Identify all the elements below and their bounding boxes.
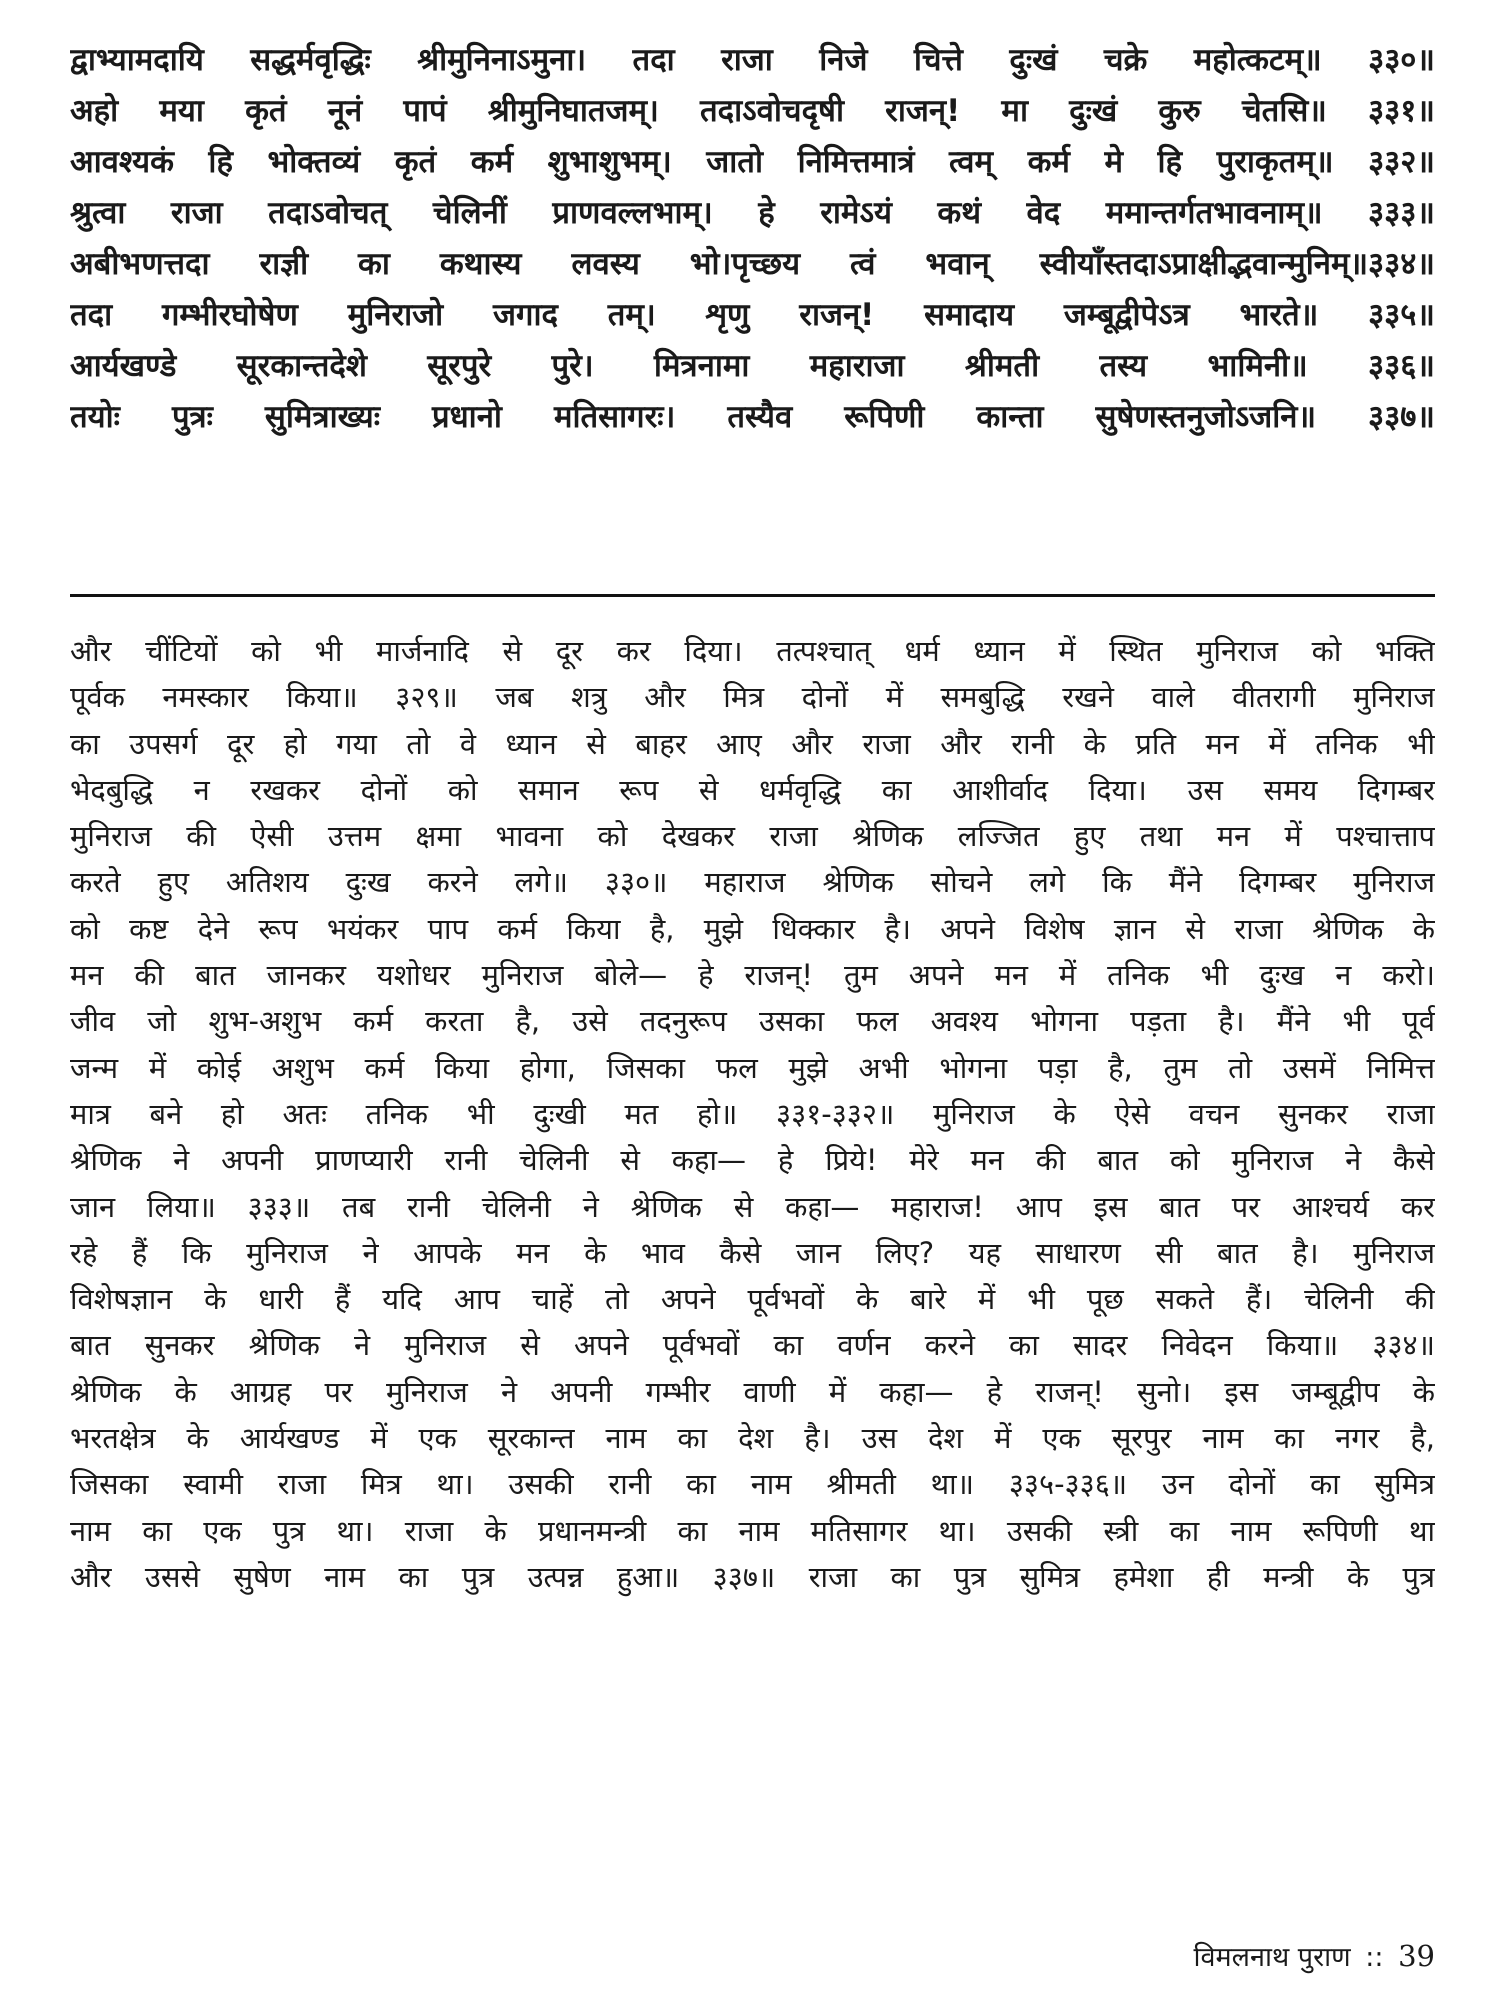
verse-line: द्वाभ्यामदायि सद्धर्मवृद्धिः श्रीमुनिनाऽमुना। तदा राजा निजे चित्ते दुःखं चक्रे महोत्कटम्॥ ३३०॥ [70, 42, 1435, 78]
translation-line: विशेषज्ञान के धारी हैं यदि आप चाहें तो अपने पूर्वभवों के बारे में भी पूछ सकते हैं। चेलिनी की [70, 1282, 1435, 1317]
translation-line: भरतक्षेत्र के आर्यखण्ड में एक सूरकान्त नाम का देश है। उस देश में एक सूरपुर नाम का नगर है, [70, 1421, 1435, 1456]
book-title: विमलनाथ पुराण [1193, 1942, 1351, 1973]
translation-line: का उपसर्ग दूर हो गया तो वे ध्यान से बाहर आए और राजा और रानी के प्रति मन में तनिक भी [70, 726, 1435, 761]
verse-line: आवश्यकं हि भोक्तव्यं कृतं कर्म शुभाशुभम्। जातो निमित्तमात्रं त्वम् कर्म मे हि पुराकृतम्॥ ३३२॥ [70, 144, 1435, 180]
page-footer [1194, 1938, 1435, 1976]
translation-line: भेदबुद्धि न रखकर दोनों को समान रूप से धर्मवृद्धि का आशीर्वाद दिया। उस समय दिगम्बर [70, 772, 1435, 807]
verse-line: श्रुत्वा राजा तदाऽवोचत् चेलिनीं प्राणवल्लभाम्। हे रामेऽयं कथं वेद ममान्तर्गतभावनाम्॥ ३३३॥ [70, 195, 1435, 231]
translation-line: जीव जो शुभ-अशुभ कर्म करता है, उसे तदनुरूप उसका फल अवश्य भोगना पड़ता है। मैंने भी पूर्व [70, 1004, 1435, 1039]
page-number: 39 [1398, 1939, 1435, 1973]
translation-line: को कष्ट देने रूप भयंकर पाप कर्म किया है, मुझे धिक्कार है। अपने विशेष ज्ञान से राजा श्रेणिक के [70, 911, 1435, 946]
translation-line: जिसका स्वामी राजा मित्र था। उसकी रानी का नाम श्रीमती था॥ ३३५-३३६॥ उन दोनों का सुमित्र [70, 1467, 1435, 1502]
translation-line: रहे हैं कि मुनिराज ने आपके मन के भाव कैसे जान लिए? यह साधारण सी बात है। मुनिराज [70, 1235, 1435, 1270]
translation-line: श्रेणिक के आग्रह पर मुनिराज ने अपनी गम्भीर वाणी में कहा— हे राजन्! सुनो। इस जम्बूद्वीप के [70, 1374, 1435, 1409]
translation-line: जन्म में कोई अशुभ कर्म किया होगा, जिसका फल मुझे अभी भोगना पड़ा है, तुम तो उसमें निमित्त [70, 1050, 1435, 1085]
translation-line: मात्र बने हो अतः तनिक भी दुःखी मत हो॥ ३३१-३३२॥ मुनिराज के ऐसे वचन सुनकर राजा [70, 1096, 1435, 1131]
verse-line: तयोः पुत्रः सुमित्राख्यः प्रधानो मतिसागरः। तस्यैव रूपिणी कान्ता सुषेणस्तनुजोऽजनि॥ ३३७॥ [70, 399, 1435, 435]
translation-line: बात सुनकर श्रेणिक ने मुनिराज से अपने पूर्वभवों का वर्णन करने का सादर निवेदन किया॥ ३३४॥ [70, 1328, 1435, 1363]
translation-line: जान लिया॥ ३३३॥ तब रानी चेलिनी ने श्रेणिक से कहा— महाराज! आप इस बात पर आश्चर्य कर [70, 1189, 1435, 1224]
translation-line: पूर्वक नमस्कार किया॥ ३२९॥ जब शत्रु और मित्र दोनों में समबुद्धि रखने वाले वीतरागी मुनिराज [70, 680, 1435, 715]
section-divider [70, 594, 1435, 597]
translation-line: और उससे सुषेण नाम का पुत्र उत्पन्न हुआ॥ ३३७॥ राजा का पुत्र सुमित्र हमेशा ही मन्त्री के पुत्र [70, 1559, 1435, 1594]
verse-line: आर्यखण्डे सूरकान्तदेशे सूरपुरे पुरे। मित्रनामा महाराजा श्रीमती तस्य भामिनी॥ ३३६॥ [70, 348, 1435, 384]
footer-separator: :: [1365, 1942, 1384, 1973]
translation-line: नाम का एक पुत्र था। राजा के प्रधानमन्त्री का नाम मतिसागर था। उसकी स्त्री का नाम रूपिणी था [70, 1513, 1435, 1548]
translation-line: मन की बात जानकर यशोधर मुनिराज बोले— हे राजन्! तुम अपने मन में तनिक भी दुःख न करो। [70, 958, 1435, 993]
translation-line: मुनिराज की ऐसी उत्तम क्षमा भावना को देखकर राजा श्रेणिक लज्जित हुए तथा मन में पश्चात्ताप [70, 819, 1435, 854]
verse-line: अबीभणत्तदा राज्ञी का कथास्य लवस्य भो।पृच्छय त्वं भवान् स्वीयाँस्तदाऽप्राक्षीद्भवान्मुनिम्॥३३४॥ [70, 246, 1435, 282]
verse-line: अहो मया कृतं नूनं पापं श्रीमुनिघातजम्। तदाऽवोचदृषी राजन्! मा दुःखं कुरु चेतसि॥ ३३१॥ [70, 93, 1435, 129]
verse-line: तदा गम्भीरघोषेण मुनिराजो जगाद तम्। शृणु राजन्! समादाय जम्बूद्वीपेऽत्र भारते॥ ३३५॥ [70, 297, 1435, 333]
hindi-translation [70, 628, 1435, 1600]
translation-line: करते हुए अतिशय दुःख करने लगे॥ ३३०॥ महाराज श्रेणिक सोचने लगे कि मैंने दिगम्बर मुनिराज [70, 865, 1435, 900]
translation-line: और चींटियों को भी मार्जनादि से दूर कर दिया। तत्पश्चात् धर्म ध्यान में स्थित मुनिराज को भक्ति [70, 634, 1435, 668]
translation-line: श्रेणिक ने अपनी प्राणप्यारी रानी चेलिनी से कहा— हे प्रिये! मेरे मन की बात को मुनिराज ने कैसे [70, 1143, 1435, 1178]
sanskrit-verses [70, 35, 1435, 443]
